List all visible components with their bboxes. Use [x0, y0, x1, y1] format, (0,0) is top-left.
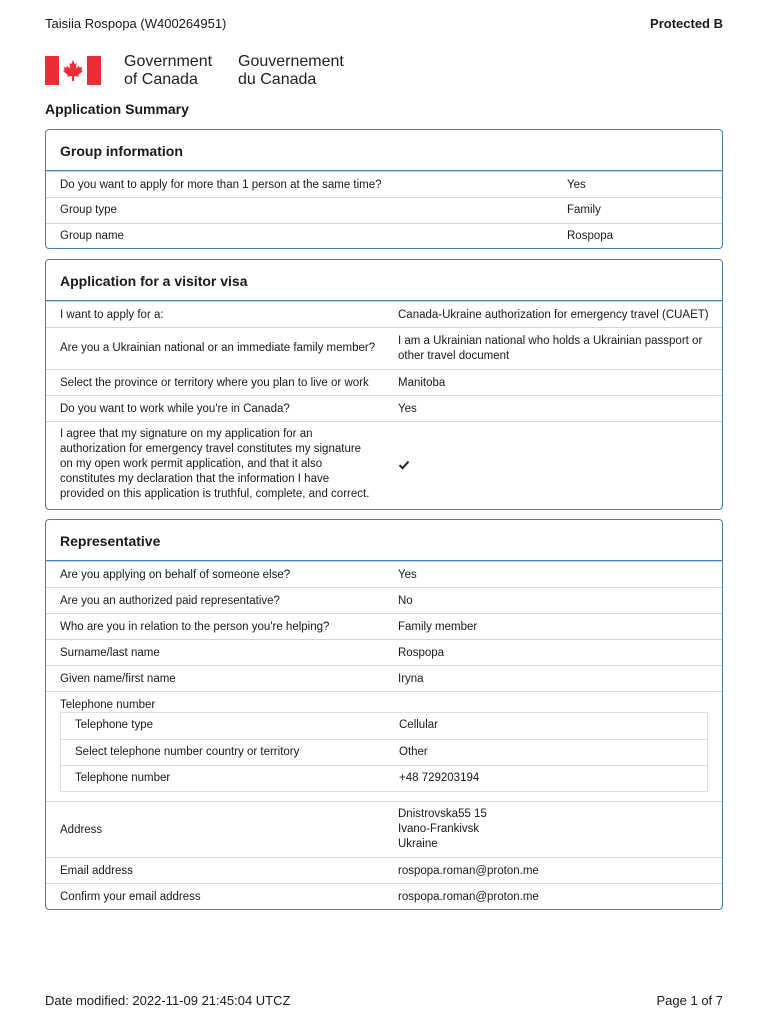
classification-label: Protected B	[650, 16, 723, 31]
answer: No	[398, 595, 413, 607]
table-row	[46, 327, 722, 369]
section-heading: Group information	[46, 130, 722, 171]
canada-flag-icon	[45, 56, 101, 85]
telephone-group	[46, 691, 722, 801]
section-heading: Representative	[46, 520, 722, 561]
answer: Rospopa	[398, 647, 445, 659]
table-row	[46, 801, 722, 857]
question: Are you an authorized paid representative?	[60, 595, 280, 607]
question: Do you want to apply for more than 1 person at the same time?	[60, 179, 382, 191]
answer: Yes	[398, 569, 417, 581]
table-row	[46, 301, 722, 327]
date-modified: Date modified: 2022-11-09 21:45:04 UTCZ	[45, 993, 291, 1008]
table-row	[61, 713, 707, 739]
question: Surname/last name	[60, 647, 160, 659]
question: Telephone number	[75, 772, 171, 784]
table-row	[61, 765, 707, 791]
answer: Dnistrovska55 15 Ivano-Frankivsk Ukraine	[398, 808, 487, 850]
answer: Yes	[398, 403, 417, 415]
government-of-canada-fr: Gouvernement du Canada	[238, 53, 344, 88]
telephone-label: Telephone number	[60, 699, 156, 711]
question: Email address	[60, 865, 133, 877]
answer: +48 729203194	[399, 772, 480, 784]
table-row	[46, 639, 722, 665]
top-bar	[45, 16, 723, 34]
question: Given name/first name	[60, 673, 176, 685]
section-heading: Application for a visitor visa	[46, 260, 722, 301]
answer: I am a Ukrainian national who holds a Ukrainian passport or other travel document	[398, 335, 703, 362]
answer: rospopa.roman@proton.me	[398, 891, 539, 903]
question: Are you applying on behalf of someone else?	[60, 569, 291, 581]
table-row	[46, 561, 722, 587]
question: Select the province or territory where you plan to live or work	[60, 377, 369, 389]
declaration-text: I agree that my signature on my application for an authorization for emergency travel constitutes my signature on my open work permit application, and that it also constitutes my declaration that the information I have provided on this application is truthful, complete, and correct.	[60, 428, 370, 500]
government-of-canada-en: Government of Canada	[124, 53, 213, 88]
table-row	[61, 739, 707, 765]
question: Are you a Ukrainian national or an immediate family member?	[60, 342, 376, 354]
page-number: Page 1 of 7	[656, 993, 723, 1008]
table-row	[46, 171, 722, 197]
answer: Other	[399, 746, 428, 758]
telephone-details	[60, 712, 708, 792]
answer: rospopa.roman@proton.me	[398, 865, 539, 877]
table-row	[46, 613, 722, 639]
answer: Rospopa	[567, 230, 614, 242]
table-row	[46, 587, 722, 613]
checkmark-icon	[398, 459, 410, 476]
question: Who are you in relation to the person you're helping?	[60, 621, 330, 633]
representative-section	[45, 519, 723, 910]
table-row	[46, 883, 722, 909]
question: Telephone type	[75, 719, 154, 731]
table-row	[46, 395, 722, 421]
group-information-section	[45, 129, 723, 249]
table-row	[46, 665, 722, 691]
answer: Yes	[567, 179, 586, 191]
question: I want to apply for a:	[60, 309, 164, 321]
question: Select telephone number country or territory	[75, 746, 300, 758]
table-row	[46, 197, 722, 223]
table-row	[46, 421, 722, 509]
visitor-visa-section	[45, 259, 723, 510]
question: Group name	[60, 230, 124, 242]
table-row	[46, 223, 722, 248]
answer: Iryna	[398, 673, 424, 685]
question: Confirm your email address	[60, 891, 201, 903]
answer: Canada-Ukraine authorization for emergency travel (CUAET)	[398, 309, 709, 321]
question: Address	[60, 824, 103, 836]
table-row	[46, 857, 722, 883]
answer: Manitoba	[398, 377, 446, 389]
answer: Family	[567, 204, 601, 216]
answer: Family member	[398, 621, 478, 633]
applicant-name: Taisiia Rospopa (W400264951)	[45, 16, 227, 31]
table-row	[46, 369, 722, 395]
page-title: Application Summary	[45, 101, 189, 117]
question: Group type	[60, 204, 117, 216]
question: Do you want to work while you're in Canada?	[60, 403, 290, 415]
answer: Cellular	[399, 719, 438, 731]
